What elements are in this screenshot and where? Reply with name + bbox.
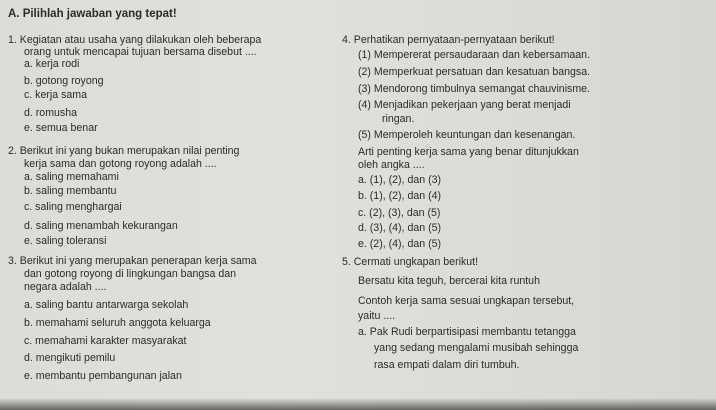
q4-option-a[interactable]: a. (1), (2), dan (3) (358, 174, 442, 186)
q3-option-c[interactable]: c. memahami karakter masyarakat (24, 335, 187, 347)
q2-option-a[interactable]: a. saling memahami (24, 171, 119, 183)
q1-option-e[interactable]: e. semua benar (24, 122, 98, 134)
q5-line1: 5. Cermati ungkapan berikut! (342, 256, 479, 268)
q3-option-b[interactable]: b. memahami seluruh anggota keluarga (24, 317, 211, 329)
q4-statement-4: (4) Menjadikan pekerjaan yang berat menjadi (358, 99, 571, 111)
q4-question-line2: oleh angka .... (358, 159, 425, 171)
q2-line2: kerja sama dan gotong royong adalah .... (24, 158, 217, 170)
q3-option-d[interactable]: d. mengikuti pemilu (24, 352, 116, 364)
q4-statement-3: (3) Mendorong timbulnya semangat chauvinisme. (358, 83, 591, 95)
q5-context-line1: Contoh kerja sama sesuai ungkapan tersebut, (358, 295, 575, 307)
q1-option-b[interactable]: b. gotong royong (24, 75, 104, 87)
q3-line2: dan gotong royong di lingkungan bangsa dan (24, 268, 237, 280)
q2-option-b[interactable]: b. saling membantu (24, 185, 117, 197)
q1-option-c[interactable]: c. kerja sama (24, 89, 87, 101)
q3-line3: negara adalah .... (24, 281, 107, 293)
q4-option-e[interactable]: e. (2), (4), dan (5) (358, 238, 442, 250)
q1-line1: 1. Kegiatan atau usaha yang dilakukan oleh beberapa (8, 34, 262, 46)
q5-option-a-line3: rasa empati dalam diri tumbuh. (374, 359, 520, 371)
q2-option-c[interactable]: c. saling menghargai (24, 201, 122, 213)
q3-option-e[interactable]: e. membantu pembangunan jalan (24, 370, 182, 382)
q5-option-a-line2: yang sedang mengalami musibah sehingga (374, 342, 579, 354)
q2-line1: 2. Berikut ini yang bukan merupakan nilai penting (8, 145, 240, 157)
q4-option-b[interactable]: b. (1), (2), dan (4) (358, 190, 442, 202)
q2-option-d[interactable]: d. saling menambah kekurangan (24, 220, 178, 232)
q5-context-line2: yaitu .... (358, 310, 396, 322)
q2-option-e[interactable]: e. saling toleransi (24, 235, 107, 247)
q1-line2: orang untuk mencapai tujuan bersama disebut .... (24, 46, 257, 58)
q1-option-d[interactable]: d. romusha (24, 107, 77, 119)
q4-option-c[interactable]: c. (2), (3), dan (5) (358, 207, 441, 219)
q4-question-line1: Arti penting kerja sama yang benar ditunjukkan (358, 146, 579, 158)
q5-option-a-line1[interactable]: a. Pak Rudi berpartisipasi membantu tetangga (358, 326, 576, 338)
q3-option-a[interactable]: a. saling bantu antarwarga sekolah (24, 299, 189, 311)
q4-statement-2: (2) Memperkuat persatuan dan kesatuan bangsa. (358, 66, 591, 78)
q4-option-d[interactable]: d. (3), (4), dan (5) (358, 222, 442, 234)
section-title: A. Pilihlah jawaban yang tepat! (8, 8, 177, 20)
q4-line1: 4. Perhatikan pernyataan-pernyataan berikut! (342, 34, 555, 46)
q4-statement-1: (1) Mempererat persaudaraan dan kebersamaan. (358, 49, 591, 61)
q4-statement-5: (5) Memperoleh keuntungan dan kesenangan. (358, 129, 576, 141)
q3-line1: 3. Berikut ini yang merupakan penerapan kerja sama (8, 255, 257, 267)
q1-option-a[interactable]: a. kerja rodi (24, 58, 80, 70)
q4-statement-4-cont: ringan. (382, 113, 415, 125)
q5-quote: Bersatu kita teguh, bercerai kita runtuh (358, 275, 540, 287)
bottom-page-shadow (0, 398, 716, 410)
